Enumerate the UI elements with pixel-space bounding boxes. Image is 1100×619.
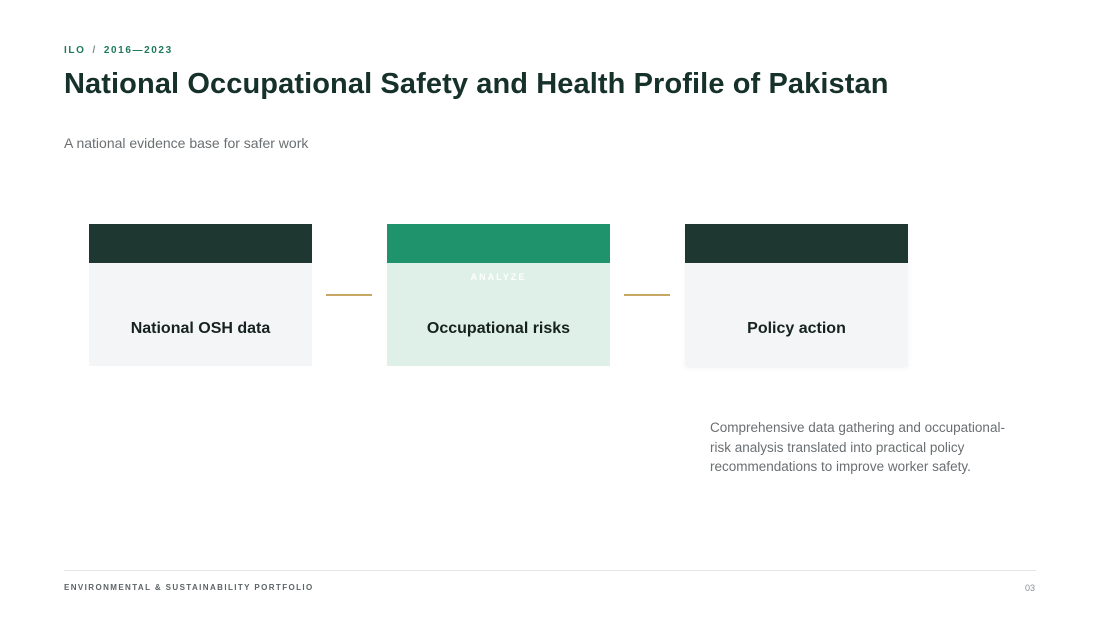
step-policy-action [685, 224, 908, 366]
footer-portfolio-label: ENVIRONMENTAL & SUSTAINABILITY PORTFOLIO [64, 583, 314, 592]
kicker-separator: / [92, 45, 97, 56]
flow-connector [624, 294, 670, 296]
kicker [64, 45, 173, 56]
org-label: ILO [64, 45, 86, 56]
page-number: 03 [1024, 583, 1035, 593]
flow-connector [326, 294, 372, 296]
page-subtitle: A national evidence base for safer work [64, 135, 309, 151]
footer-divider [64, 570, 1036, 571]
page-title: National Occupational Safety and Health Profile of Pakistan [64, 68, 889, 100]
step-header-bar [387, 224, 610, 263]
step-header-bar [685, 224, 908, 263]
step-national-osh-data [89, 224, 312, 366]
step-label: Policy action [747, 320, 846, 337]
step-label: Occupational risks [426, 320, 571, 337]
year-range: 2016—2023 [103, 45, 173, 56]
step-label: National OSH data [130, 320, 271, 337]
step-tag: ANALYZE [470, 272, 527, 282]
step-occupational-risks [387, 224, 610, 366]
step-header-bar [89, 224, 312, 263]
summary-note: Comprehensive data gathering and occupational-risk analysis translated into practical policy recommendations to improve worker safety. [710, 420, 1005, 474]
